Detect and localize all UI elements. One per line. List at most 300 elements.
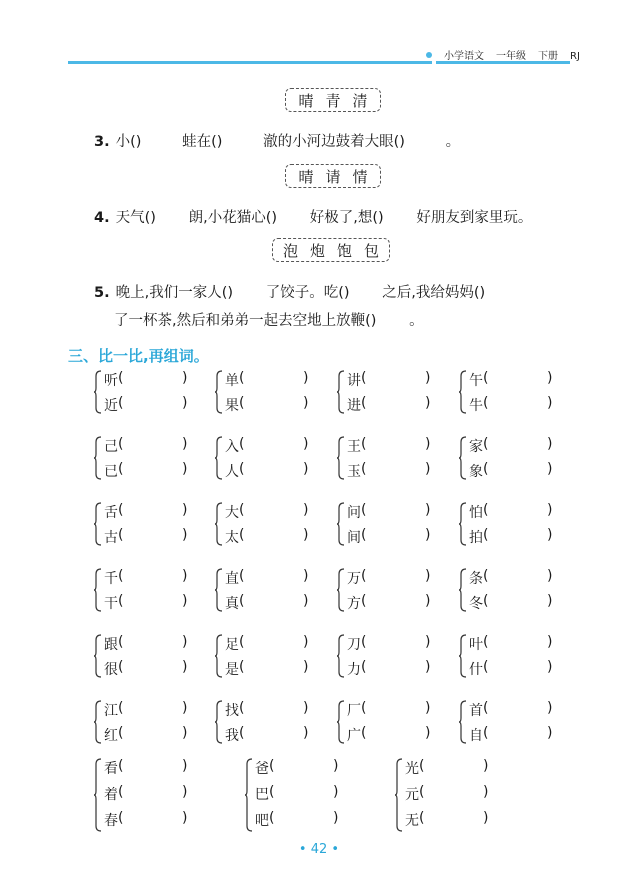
character: 自: [469, 728, 483, 744]
character: 舌: [104, 505, 118, 521]
char-row: [469, 527, 553, 547]
answer-blank[interactable]: (: [483, 502, 489, 518]
character: 听: [104, 373, 118, 389]
character: 真: [225, 596, 239, 612]
char-row: [347, 634, 431, 654]
answer-blank[interactable]: (: [239, 634, 245, 650]
word-option: 情: [352, 167, 368, 186]
answer-blank-close: ): [303, 568, 309, 584]
answer-blank[interactable]: (: [269, 810, 275, 826]
word-option: 炮: [309, 241, 325, 260]
answer-blank[interactable]: (: [118, 502, 124, 518]
answer-blank[interactable]: [338, 285, 382, 301]
char-row: [347, 502, 431, 522]
answer-blank[interactable]: (: [483, 568, 489, 584]
question-text: 好极了,想: [309, 210, 373, 226]
answer-blank-close: ): [303, 527, 309, 543]
character: 牛: [469, 398, 483, 414]
question-text: 好朋友到家里玩。: [416, 210, 533, 226]
question-4: [94, 206, 532, 227]
char-row: [347, 568, 431, 588]
answer-blank-close: ): [303, 700, 309, 716]
char-row: [405, 810, 489, 830]
character: 干: [104, 596, 118, 612]
answer-blank[interactable]: [372, 210, 416, 226]
character: 着: [104, 787, 118, 803]
answer-blank-close: ): [303, 593, 309, 609]
character: 冬: [469, 596, 483, 612]
character: 象: [469, 464, 483, 480]
answer-blank-close: ): [303, 659, 309, 675]
answer-blank[interactable]: (: [118, 527, 124, 543]
character: 春: [104, 813, 118, 829]
answer-blank[interactable]: (: [118, 461, 124, 477]
char-row: [469, 725, 553, 745]
brace-icon: [94, 502, 102, 546]
char-row: [225, 527, 309, 547]
question-number: 5.: [94, 285, 110, 301]
character: 拍: [469, 530, 483, 546]
brace-icon: [459, 568, 467, 612]
answer-blank[interactable]: (: [239, 436, 245, 452]
compare-pair: [94, 632, 212, 680]
compare-pair: [94, 434, 212, 482]
brace-icon: [245, 758, 253, 832]
compare-pair: [215, 368, 333, 416]
answer-blank[interactable]: (: [361, 461, 367, 477]
char-row: [469, 568, 553, 588]
answer-blank-close: ): [425, 436, 431, 452]
char-row: [255, 784, 339, 804]
char-row: [104, 700, 188, 720]
char-row: [225, 634, 309, 654]
answer-blank-close: ): [483, 784, 489, 800]
answer-blank[interactable]: (: [361, 659, 367, 675]
char-row: [405, 784, 489, 804]
word-option: 包: [364, 241, 380, 260]
char-row: [104, 527, 188, 547]
answer-blank-close: ): [182, 568, 188, 584]
answer-blank-close: ): [303, 370, 309, 386]
answer-blank[interactable]: (: [118, 758, 124, 774]
answer-blank[interactable]: (: [269, 758, 275, 774]
answer-blank-close: ): [547, 659, 553, 675]
answer-blank[interactable]: (: [239, 568, 245, 584]
char-row: [104, 659, 188, 679]
character: 千: [104, 571, 118, 587]
answer-blank-close: ): [333, 784, 339, 800]
answer-blank-close: ): [425, 593, 431, 609]
char-row: [469, 395, 553, 415]
word-box-q4: [285, 164, 381, 188]
answer-blank[interactable]: (: [239, 502, 245, 518]
char-row: [225, 370, 309, 390]
char-row: [104, 634, 188, 654]
char-row: [347, 395, 431, 415]
brace-icon: [459, 436, 467, 480]
character: 直: [225, 571, 239, 587]
brace-icon: [94, 758, 102, 832]
compare-pair: [337, 500, 455, 548]
character: 果: [225, 398, 239, 414]
question-number: 3.: [94, 134, 110, 150]
char-row: [104, 461, 188, 481]
answer-blank-close: ): [182, 634, 188, 650]
answer-blank[interactable]: (: [483, 436, 489, 452]
answer-blank-close: ): [333, 810, 339, 826]
compare-pair: [94, 368, 212, 416]
compare-pair: [459, 368, 577, 416]
word-box-q5: [272, 238, 390, 262]
page-number: • 42 •: [298, 842, 340, 857]
char-row: [225, 725, 309, 745]
char-row: [225, 700, 309, 720]
answer-blank[interactable]: (: [118, 784, 124, 800]
answer-blank[interactable]: (: [118, 370, 124, 386]
answer-blank[interactable]: (: [239, 527, 245, 543]
brace-icon: [459, 370, 467, 414]
answer-blank[interactable]: [145, 210, 189, 226]
answer-blank[interactable]: (: [239, 700, 245, 716]
answer-blank-close: ): [547, 634, 553, 650]
char-row: [225, 395, 309, 415]
character: 近: [104, 398, 118, 414]
answer-blank[interactable]: (: [239, 659, 245, 675]
answer-blank[interactable]: (: [483, 370, 489, 386]
brace-icon: [94, 568, 102, 612]
question-text: 。: [445, 134, 461, 150]
character: 很: [104, 662, 118, 678]
header-rule-left: [68, 61, 432, 64]
char-row: [469, 659, 553, 679]
answer-blank-close: ): [547, 370, 553, 386]
compare-pair: [215, 500, 333, 548]
char-row: [347, 461, 431, 481]
answer-blank-close: ): [182, 395, 188, 411]
word-option: 请: [325, 167, 341, 186]
answer-blank[interactable]: [365, 313, 409, 329]
answer-blank[interactable]: (: [269, 784, 275, 800]
character: 大: [225, 505, 239, 521]
brace-icon: [94, 370, 102, 414]
answer-blank[interactable]: [266, 210, 310, 226]
character: 单: [225, 373, 239, 389]
answer-blank-close: ): [182, 502, 188, 518]
question-text: 之后,我给妈妈: [382, 285, 474, 301]
answer-blank[interactable]: (: [239, 725, 245, 741]
answer-blank[interactable]: (: [361, 370, 367, 386]
character: 看: [104, 761, 118, 777]
answer-blank[interactable]: [474, 285, 522, 301]
word-box-q3: [285, 88, 381, 112]
character: 已: [104, 464, 118, 480]
answer-blank-close: ): [547, 527, 553, 543]
answer-blank[interactable]: (: [361, 502, 367, 518]
character: 问: [347, 505, 361, 521]
compare-triple: [395, 756, 515, 834]
answer-blank[interactable]: (: [483, 527, 489, 543]
answer-blank-close: ): [182, 784, 188, 800]
character: 广: [347, 728, 361, 744]
char-row: [347, 725, 431, 745]
character: 己: [104, 439, 118, 455]
answer-blank[interactable]: (: [118, 568, 124, 584]
char-row: [347, 700, 431, 720]
compare-triple: [94, 756, 214, 834]
answer-blank-close: ): [425, 370, 431, 386]
compare-pair: [459, 434, 577, 482]
char-row: [225, 659, 309, 679]
character: 进: [347, 398, 361, 414]
answer-blank-close: ): [425, 461, 431, 477]
character: 江: [104, 703, 118, 719]
answer-blank[interactable]: (: [483, 461, 489, 477]
compare-pair: [337, 566, 455, 614]
character: 玉: [347, 464, 361, 480]
answer-blank[interactable]: (: [419, 810, 425, 826]
char-row: [104, 502, 188, 522]
brace-icon: [459, 502, 467, 546]
answer-blank-close: ): [182, 527, 188, 543]
brace-icon: [215, 634, 223, 678]
character: 叶: [469, 637, 483, 653]
word-option: 泡: [282, 241, 298, 260]
character: 首: [469, 703, 483, 719]
char-row: [469, 593, 553, 613]
character: 太: [225, 530, 239, 546]
char-row: [469, 370, 553, 390]
character: 我: [225, 728, 239, 744]
word-option: 晴: [298, 167, 314, 186]
answer-blank[interactable]: (: [483, 700, 489, 716]
character: 力: [347, 662, 361, 678]
question-text: 晚上,我们一家人: [115, 285, 222, 301]
compare-pair: [215, 566, 333, 614]
character: 人: [225, 464, 239, 480]
answer-blank[interactable]: (: [118, 436, 124, 452]
character: 找: [225, 703, 239, 719]
character: 吧: [255, 813, 269, 829]
question-text: 蛙在: [182, 134, 212, 150]
question-5: [94, 281, 522, 302]
brace-icon: [337, 370, 345, 414]
answer-blank[interactable]: [222, 285, 266, 301]
answer-blank[interactable]: (: [361, 395, 367, 411]
answer-blank[interactable]: (: [118, 725, 124, 741]
question-number: 4.: [94, 210, 110, 226]
char-row: [225, 593, 309, 613]
answer-blank[interactable]: (: [361, 593, 367, 609]
brace-icon: [337, 436, 345, 480]
character: 间: [347, 530, 361, 546]
compare-pair: [215, 698, 333, 746]
brace-icon: [215, 700, 223, 744]
answer-blank-close: ): [547, 593, 553, 609]
char-row: [469, 700, 553, 720]
brace-icon: [94, 634, 102, 678]
running-header: [426, 47, 580, 62]
character: 是: [225, 662, 239, 678]
character: 巴: [255, 787, 269, 803]
brace-icon: [395, 758, 403, 832]
compare-pair: [337, 434, 455, 482]
char-row: [469, 634, 553, 654]
answer-blank[interactable]: (: [483, 634, 489, 650]
brace-icon: [94, 700, 102, 744]
question-text: 朗,小花猫心: [188, 210, 266, 226]
compare-pair: [94, 698, 212, 746]
brace-icon: [337, 568, 345, 612]
answer-blank-close: ): [547, 436, 553, 452]
char-row: [104, 436, 188, 456]
compare-pair: [459, 698, 577, 746]
char-row: [347, 593, 431, 613]
character: 元: [405, 787, 419, 803]
brace-icon: [215, 370, 223, 414]
answer-blank-close: ): [547, 461, 553, 477]
answer-blank-close: ): [547, 568, 553, 584]
char-row: [405, 758, 489, 778]
char-row: [347, 659, 431, 679]
word-option: 青: [325, 91, 341, 110]
answer-blank-close: ): [425, 568, 431, 584]
word-option: 晴: [298, 91, 314, 110]
char-row: [225, 461, 309, 481]
answer-blank-close: ): [303, 502, 309, 518]
compare-pair: [337, 368, 455, 416]
brace-icon: [459, 700, 467, 744]
compare-pair: [459, 632, 577, 680]
answer-blank[interactable]: (: [419, 758, 425, 774]
char-row: [469, 436, 553, 456]
char-row: [104, 725, 188, 745]
answer-blank[interactable]: (: [118, 810, 124, 826]
answer-blank[interactable]: (: [483, 395, 489, 411]
answer-blank-close: ): [547, 395, 553, 411]
character: 家: [469, 439, 483, 455]
header-edition: RJ: [570, 51, 580, 62]
char-row: [104, 758, 188, 778]
bullet-dot-icon: [426, 52, 432, 58]
character: 红: [104, 728, 118, 744]
answer-blank-close: ): [425, 527, 431, 543]
answer-blank[interactable]: [130, 134, 182, 150]
answer-blank-close: ): [303, 461, 309, 477]
character: 足: [225, 637, 239, 653]
answer-blank[interactable]: (: [118, 593, 124, 609]
question-text: 澈的小河边鼓着大眼: [263, 134, 394, 150]
answer-blank[interactable]: (: [239, 593, 245, 609]
answer-blank[interactable]: (: [239, 370, 245, 386]
answer-blank[interactable]: [211, 134, 263, 150]
character: 讲: [347, 373, 361, 389]
word-option: 清: [352, 91, 368, 110]
compare-pair: [94, 566, 212, 614]
brace-icon: [215, 568, 223, 612]
character: 古: [104, 530, 118, 546]
answer-blank-close: ): [182, 370, 188, 386]
answer-blank-close: ): [303, 634, 309, 650]
answer-blank-close: ): [182, 725, 188, 741]
answer-blank[interactable]: (: [118, 395, 124, 411]
answer-blank[interactable]: (: [361, 436, 367, 452]
answer-blank[interactable]: [394, 134, 446, 150]
answer-blank-close: ): [182, 700, 188, 716]
compare-pair: [94, 500, 212, 548]
answer-blank[interactable]: (: [361, 634, 367, 650]
header-subject: 小学语文: [444, 51, 484, 62]
compare-pair: [215, 632, 333, 680]
brace-icon: [337, 634, 345, 678]
char-row: [347, 527, 431, 547]
brace-icon: [94, 436, 102, 480]
character: 条: [469, 571, 483, 587]
answer-blank-close: ): [303, 725, 309, 741]
answer-blank-close: ): [303, 436, 309, 452]
answer-blank[interactable]: (: [361, 527, 367, 543]
question-text: 了饺子。吃: [265, 285, 339, 301]
character: 刀: [347, 637, 361, 653]
question-text: 小: [115, 134, 131, 150]
answer-blank[interactable]: (: [483, 659, 489, 675]
compare-pair: [337, 698, 455, 746]
question-text: 了一杯茶,然后和弟弟一起去空地上放鞭: [114, 313, 366, 329]
character: 万: [347, 571, 361, 587]
character: 光: [405, 761, 419, 777]
answer-blank-close: ): [483, 758, 489, 774]
answer-blank-close: ): [182, 659, 188, 675]
char-row: [104, 810, 188, 830]
character: 什: [469, 662, 483, 678]
answer-blank-close: ): [547, 700, 553, 716]
answer-blank[interactable]: (: [118, 700, 124, 716]
character: 午: [469, 373, 483, 389]
compare-pair: [459, 500, 577, 548]
char-row: [225, 436, 309, 456]
answer-blank-close: ): [547, 725, 553, 741]
answer-blank-close: ): [425, 725, 431, 741]
compare-pair: [337, 632, 455, 680]
answer-blank[interactable]: (: [239, 461, 245, 477]
answer-blank-close: ): [547, 502, 553, 518]
answer-blank[interactable]: (: [118, 634, 124, 650]
char-row: [104, 395, 188, 415]
brace-icon: [337, 700, 345, 744]
compare-pair: [459, 566, 577, 614]
char-row: [469, 461, 553, 481]
brace-icon: [337, 502, 345, 546]
answer-blank-close: ): [182, 758, 188, 774]
answer-blank[interactable]: (: [483, 593, 489, 609]
character: 爸: [255, 761, 269, 777]
answer-blank[interactable]: (: [483, 725, 489, 741]
answer-blank[interactable]: (: [361, 700, 367, 716]
answer-blank-close: ): [182, 593, 188, 609]
answer-blank[interactable]: (: [118, 659, 124, 675]
section-title: 三、比一比,再组词。: [68, 347, 209, 365]
character: 入: [225, 439, 239, 455]
question-text: 。: [409, 313, 424, 329]
answer-blank[interactable]: (: [361, 725, 367, 741]
answer-blank[interactable]: (: [239, 395, 245, 411]
answer-blank-close: ): [333, 758, 339, 774]
answer-blank[interactable]: (: [419, 784, 425, 800]
answer-blank-close: ): [425, 659, 431, 675]
answer-blank[interactable]: (: [361, 568, 367, 584]
char-row: [104, 784, 188, 804]
answer-blank-close: ): [303, 395, 309, 411]
character: 厂: [347, 703, 361, 719]
